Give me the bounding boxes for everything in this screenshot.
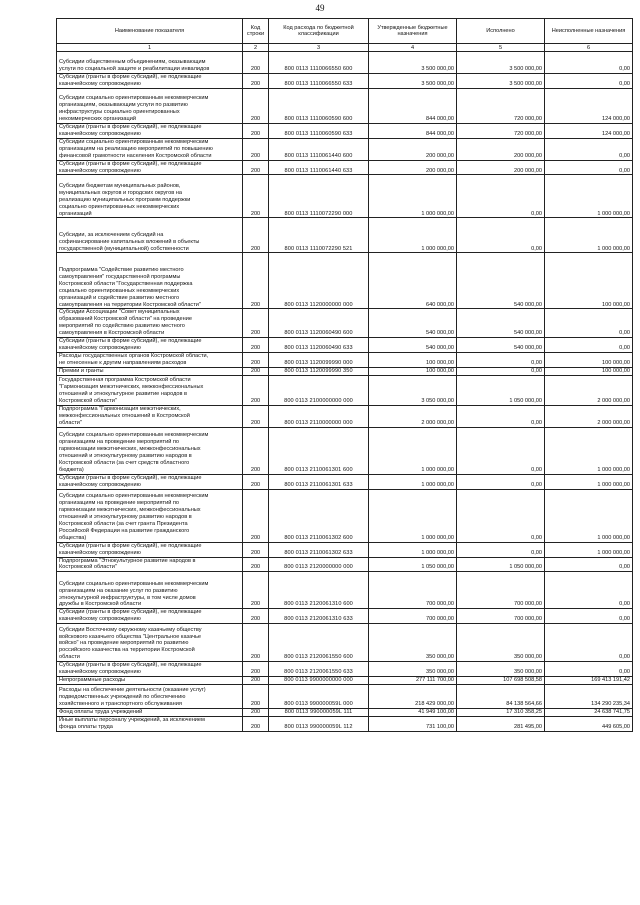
column-index: 6 xyxy=(545,44,633,52)
cell-unexecuted: 124 000,00 xyxy=(545,88,633,123)
cell-name: Субсидии бюджетам муниципальных районов, муниципальных округов и городских округов на реализацию муниципальных программ поддержки социально ориентированных некоммерческих организаций xyxy=(57,175,243,218)
column-index: 1 xyxy=(57,44,243,52)
cell-name: Субсидии социально ориентированным некоммерческим организациям на проведение мероприятий по гармонизации межэтнических, межконфессиональных отношений и этнокультурному развитию народов в Костромской области (за счет гранта Президента Российской Федерации на развитие гражданского общества) xyxy=(57,489,243,542)
cell-unexecuted: 0,00 xyxy=(545,52,633,74)
cell-line: 200 xyxy=(243,160,269,175)
cell-unexecuted: 0,00 xyxy=(545,572,633,609)
cell-line: 200 xyxy=(243,716,269,731)
cell-unexecuted: 2 000 000,00 xyxy=(545,375,633,405)
cell-code: 800 0113 1110060590 600 xyxy=(269,88,369,123)
cell-line: 200 xyxy=(243,572,269,609)
cell-executed: 540 000,00 xyxy=(457,338,545,353)
cell-line: 200 xyxy=(243,367,269,375)
cell-code: 800 0113 1120000000 000 xyxy=(269,253,369,309)
cell-code: 800 0113 2110061301 600 xyxy=(269,427,369,474)
cell-line: 200 xyxy=(243,218,269,253)
cell-name: Субсидии Восточному окружному казачьему обществу войскового казачьего общества "Центральное казачье войско" на проведение мероприятий по развитию российского казачества на территории Костромской области xyxy=(57,624,243,662)
cell-approved: 540 000,00 xyxy=(369,309,457,338)
cell-code: 800 0113 1110060590 633 xyxy=(269,123,369,138)
cell-approved: 200 000,00 xyxy=(369,160,457,175)
table-row xyxy=(57,427,633,474)
cell-line: 200 xyxy=(243,662,269,677)
cell-approved: 3 050 000,00 xyxy=(369,375,457,405)
cell-name: Субсидии общественным объединениям, оказывающим услуги по социальной защите и реабилитации инвалидов xyxy=(57,52,243,74)
column-index: 3 xyxy=(269,44,369,52)
cell-code: 800 0113 2110000000 000 xyxy=(269,405,369,427)
cell-unexecuted: 100 000,00 xyxy=(545,367,633,375)
cell-line: 200 xyxy=(243,309,269,338)
cell-code: 800 0113 2100000000 000 xyxy=(269,375,369,405)
cell-executed: 1 050 000,00 xyxy=(457,375,545,405)
header-approved: Утвержденные бюджетные назначения xyxy=(369,19,457,44)
cell-approved: 2 000 000,00 xyxy=(369,405,457,427)
cell-name: Субсидии, за исключением субсидий на софинансирование капитальных вложений в объекты государственной (муниципальной) собственности xyxy=(57,218,243,253)
cell-unexecuted: 1 000 000,00 xyxy=(545,542,633,557)
cell-approved: 350 000,00 xyxy=(369,624,457,662)
cell-executed: 0,00 xyxy=(457,352,545,367)
cell-unexecuted: 2 000 000,00 xyxy=(545,405,633,427)
cell-executed: 0,00 xyxy=(457,405,545,427)
cell-code: 800 0113 2120061310 633 xyxy=(269,609,369,624)
table-row xyxy=(57,160,633,175)
table-row xyxy=(57,716,633,731)
header-unexecuted: Неисполненные назначения xyxy=(545,19,633,44)
cell-unexecuted: 0,00 xyxy=(545,662,633,677)
table-row xyxy=(57,609,633,624)
cell-approved: 844 000,00 xyxy=(369,123,457,138)
cell-approved: 100 000,00 xyxy=(369,352,457,367)
cell-executed: 200 000,00 xyxy=(457,138,545,160)
cell-executed: 0,00 xyxy=(457,218,545,253)
cell-line: 200 xyxy=(243,375,269,405)
table-row xyxy=(57,474,633,489)
cell-line: 200 xyxy=(243,74,269,89)
column-index-row xyxy=(57,44,633,52)
cell-name: Субсидии социально ориентированным некоммерческим организациям на оказание услуг по развитию этнокультурной инфраструктуры, в том числе домов дружбы в Костромской области xyxy=(57,572,243,609)
cell-executed: 0,00 xyxy=(457,367,545,375)
cell-approved: 1 000 000,00 xyxy=(369,489,457,542)
column-index: 5 xyxy=(457,44,545,52)
cell-approved: 1 000 000,00 xyxy=(369,218,457,253)
table-row xyxy=(57,542,633,557)
cell-line: 200 xyxy=(243,708,269,716)
cell-name: Субсидии социально ориентированным некоммерческим организациям, оказывающим услуги по развитию инфраструктуры социально ориентированных некоммерческих организаций xyxy=(57,88,243,123)
cell-executed: 0,00 xyxy=(457,489,545,542)
table-row xyxy=(57,662,633,677)
cell-code: 800 0113 990000059L 111 xyxy=(269,708,369,716)
cell-unexecuted: 0,00 xyxy=(545,624,633,662)
cell-approved: 640 000,00 xyxy=(369,253,457,309)
cell-approved: 200 000,00 xyxy=(369,138,457,160)
table-row xyxy=(57,138,633,160)
header-name: Наименование показателя xyxy=(57,19,243,44)
cell-executed: 3 500 000,00 xyxy=(457,52,545,74)
cell-code: 800 0113 2120061550 600 xyxy=(269,624,369,662)
cell-executed: 540 000,00 xyxy=(457,309,545,338)
cell-name: Расходы на обеспечение деятельности (оказание услуг) подведомственных учреждений по обеспечению хозяйственного и транспортного обслуживания xyxy=(57,684,243,708)
cell-executed: 3 500 000,00 xyxy=(457,74,545,89)
cell-code: 800 0113 1110061440 633 xyxy=(269,160,369,175)
cell-line: 200 xyxy=(243,624,269,662)
table-row xyxy=(57,557,633,572)
cell-executed: 0,00 xyxy=(457,474,545,489)
cell-approved: 100 000,00 xyxy=(369,367,457,375)
cell-name: Подпрограмма "Содействие развитию местного самоуправления" государственной программы Костромской области "Государственная поддержка социально ориентированных некоммерческих организаций и содействие развитию местного самоуправления на территории Костромской области" xyxy=(57,253,243,309)
cell-name: Субсидии (гранты в форме субсидий), не подлежащие казначейскому сопровождению xyxy=(57,74,243,89)
table-row xyxy=(57,309,633,338)
cell-unexecuted: 449 605,00 xyxy=(545,716,633,731)
cell-unexecuted: 100 000,00 xyxy=(545,253,633,309)
cell-name: Государственная программа Костромской области "Гармонизация межэтнических, межконфессиональных отношений и этнокультурное развитие народов в Костромской области" xyxy=(57,375,243,405)
cell-approved: 844 000,00 xyxy=(369,88,457,123)
cell-name: Субсидии (гранты в форме субсидий), не подлежащие казначейскому сопровождению xyxy=(57,662,243,677)
cell-code: 800 0113 2110061302 600 xyxy=(269,489,369,542)
cell-line: 200 xyxy=(243,138,269,160)
table-row xyxy=(57,88,633,123)
cell-name: Субсидии социально ориентированным некоммерческим организациям на проведение мероприятий по гармонизации межэтнических, межконфессиональных отношений и этнокультурному развитию народов в Костромской области (за счет средств областного бюджета) xyxy=(57,427,243,474)
cell-code: 800 0113 1110072290 000 xyxy=(269,175,369,218)
table-row xyxy=(57,253,633,309)
cell-name: Субсидии (гранты в форме субсидий), не подлежащие казначейскому сопровождению xyxy=(57,123,243,138)
cell-executed: 200 000,00 xyxy=(457,160,545,175)
cell-name: Непрограммные расходы xyxy=(57,676,243,684)
table-row xyxy=(57,624,633,662)
cell-executed: 540 000,00 xyxy=(457,253,545,309)
cell-executed: 350 000,00 xyxy=(457,624,545,662)
cell-code: 800 0113 1120060490 600 xyxy=(269,309,369,338)
table-row xyxy=(57,676,633,684)
cell-unexecuted: 1 000 000,00 xyxy=(545,489,633,542)
cell-name: Премии и гранты xyxy=(57,367,243,375)
cell-name: Фонд оплаты труда учреждений xyxy=(57,708,243,716)
cell-unexecuted: 0,00 xyxy=(545,74,633,89)
cell-name: Иные выплаты персоналу учреждений, за исключением фонда оплаты труда xyxy=(57,716,243,731)
cell-approved: 700 000,00 xyxy=(369,572,457,609)
cell-name: Субсидии (гранты в форме субсидий), не подлежащие казначейскому сопровождению xyxy=(57,542,243,557)
table-row xyxy=(57,572,633,609)
cell-executed: 17 310 358,25 xyxy=(457,708,545,716)
cell-approved: 350 000,00 xyxy=(369,662,457,677)
cell-code: 800 0113 1110066550 633 xyxy=(269,74,369,89)
cell-code: 800 0113 2120061550 633 xyxy=(269,662,369,677)
cell-line: 200 xyxy=(243,542,269,557)
cell-code: 800 0113 2120000000 000 xyxy=(269,557,369,572)
cell-line: 200 xyxy=(243,405,269,427)
cell-unexecuted: 24 638 741,75 xyxy=(545,708,633,716)
cell-code: 800 0113 1110072290 521 xyxy=(269,218,369,253)
cell-executed: 1 050 000,00 xyxy=(457,557,545,572)
cell-line: 200 xyxy=(243,52,269,74)
cell-code: 800 0113 2120061310 600 xyxy=(269,572,369,609)
cell-executed: 84 138 564,66 xyxy=(457,684,545,708)
cell-approved: 1 000 000,00 xyxy=(369,474,457,489)
cell-name: Субсидии (гранты в форме субсидий), не подлежащие казначейскому сопровождению xyxy=(57,609,243,624)
cell-executed: 281 495,00 xyxy=(457,716,545,731)
cell-name: Субсидии Ассоциации "Совет муниципальных образований Костромской области" на проведение мероприятий по содействию развитию местного самоуправления в Костромской области xyxy=(57,309,243,338)
table-row xyxy=(57,375,633,405)
cell-line: 200 xyxy=(243,123,269,138)
cell-approved: 731 100,00 xyxy=(369,716,457,731)
table-row xyxy=(57,708,633,716)
table-row xyxy=(57,74,633,89)
cell-unexecuted: 0,00 xyxy=(545,160,633,175)
cell-code: 800 0113 9900000000 000 xyxy=(269,676,369,684)
cell-line: 200 xyxy=(243,676,269,684)
cell-approved: 1 050 000,00 xyxy=(369,557,457,572)
cell-unexecuted: 1 000 000,00 xyxy=(545,218,633,253)
cell-line: 200 xyxy=(243,609,269,624)
cell-line: 200 xyxy=(243,352,269,367)
cell-line: 200 xyxy=(243,253,269,309)
cell-approved: 1 000 000,00 xyxy=(369,542,457,557)
cell-executed: 720 000,00 xyxy=(457,88,545,123)
cell-line: 200 xyxy=(243,338,269,353)
cell-code: 800 0113 2110061301 633 xyxy=(269,474,369,489)
cell-approved: 1 000 000,00 xyxy=(369,175,457,218)
cell-name: Подпрограмма "Гармонизация межэтнических, межконфессиональных отношений в Костромской области" xyxy=(57,405,243,427)
cell-name: Субсидии (гранты в форме субсидий), не подлежащие казначейскому сопровождению xyxy=(57,160,243,175)
cell-name: Субсидии (гранты в форме субсидий), не подлежащие казначейскому сопровождению xyxy=(57,474,243,489)
cell-line: 200 xyxy=(243,88,269,123)
column-index: 2 xyxy=(243,44,269,52)
cell-code: 800 0113 1120060490 633 xyxy=(269,338,369,353)
cell-line: 200 xyxy=(243,175,269,218)
cell-approved: 3 500 000,00 xyxy=(369,74,457,89)
cell-name: Расходы государственных органов Костромской области, не отнесенные к другим направлениям расходов xyxy=(57,352,243,367)
cell-executed: 107 698 508,58 xyxy=(457,676,545,684)
table-row xyxy=(57,175,633,218)
cell-code: 800 0113 990000059L 000 xyxy=(269,684,369,708)
cell-unexecuted: 0,00 xyxy=(545,609,633,624)
cell-code: 800 0113 1110061440 600 xyxy=(269,138,369,160)
cell-executed: 0,00 xyxy=(457,542,545,557)
cell-approved: 1 000 000,00 xyxy=(369,427,457,474)
cell-unexecuted: 0,00 xyxy=(545,338,633,353)
cell-unexecuted: 134 290 235,34 xyxy=(545,684,633,708)
cell-line: 200 xyxy=(243,489,269,542)
header-line-code: Код строки xyxy=(243,19,269,44)
cell-executed: 720 000,00 xyxy=(457,123,545,138)
cell-unexecuted: 100 000,00 xyxy=(545,352,633,367)
cell-code: 800 0113 2110061302 633 xyxy=(269,542,369,557)
cell-unexecuted: 1 000 000,00 xyxy=(545,474,633,489)
cell-unexecuted: 0,00 xyxy=(545,557,633,572)
cell-executed: 700 000,00 xyxy=(457,609,545,624)
cell-name: Субсидии социально ориентированным некоммерческим организациям на реализацию мероприятий по повышению финансовой грамотности населения Костромской области xyxy=(57,138,243,160)
cell-approved: 41 949 100,00 xyxy=(369,708,457,716)
table-row xyxy=(57,352,633,367)
cell-approved: 3 500 000,00 xyxy=(369,52,457,74)
cell-name: Подпрограмма "Этнокультурное развитие народов в Костромской области" xyxy=(57,557,243,572)
cell-code: 800 0113 1120099990 350 xyxy=(269,367,369,375)
table-row xyxy=(57,684,633,708)
cell-unexecuted: 1 000 000,00 xyxy=(545,175,633,218)
table-row xyxy=(57,218,633,253)
budget-execution-table xyxy=(56,18,633,732)
cell-line: 200 xyxy=(243,427,269,474)
cell-code: 800 0113 1120099990 000 xyxy=(269,352,369,367)
table-row xyxy=(57,489,633,542)
cell-approved: 700 000,00 xyxy=(369,609,457,624)
cell-approved: 540 000,00 xyxy=(369,338,457,353)
cell-line: 200 xyxy=(243,684,269,708)
cell-executed: 0,00 xyxy=(457,175,545,218)
cell-name: Субсидии (гранты в форме субсидий), не подлежащие казначейскому сопровождению xyxy=(57,338,243,353)
header-budget-code: Код расхода по бюджетной классификации xyxy=(269,19,369,44)
cell-code: 800 0113 990000059L 112 xyxy=(269,716,369,731)
table-row xyxy=(57,367,633,375)
cell-line: 200 xyxy=(243,557,269,572)
column-index: 4 xyxy=(369,44,457,52)
cell-unexecuted: 1 000 000,00 xyxy=(545,427,633,474)
cell-unexecuted: 0,00 xyxy=(545,309,633,338)
cell-line: 200 xyxy=(243,474,269,489)
table-row xyxy=(57,123,633,138)
page-number: 49 xyxy=(315,3,325,13)
cell-unexecuted: 169 413 191,42 xyxy=(545,676,633,684)
cell-approved: 277 111 700,00 xyxy=(369,676,457,684)
cell-executed: 350 000,00 xyxy=(457,662,545,677)
table-row xyxy=(57,338,633,353)
cell-approved: 218 429 000,00 xyxy=(369,684,457,708)
cell-code: 800 0113 1110066550 600 xyxy=(269,52,369,74)
cell-unexecuted: 0,00 xyxy=(545,138,633,160)
table-row xyxy=(57,52,633,74)
cell-executed: 700 000,00 xyxy=(457,572,545,609)
table-row xyxy=(57,405,633,427)
cell-executed: 0,00 xyxy=(457,427,545,474)
cell-unexecuted: 124 000,00 xyxy=(545,123,633,138)
header-executed: Исполнено xyxy=(457,19,545,44)
table-header-row xyxy=(57,19,633,44)
